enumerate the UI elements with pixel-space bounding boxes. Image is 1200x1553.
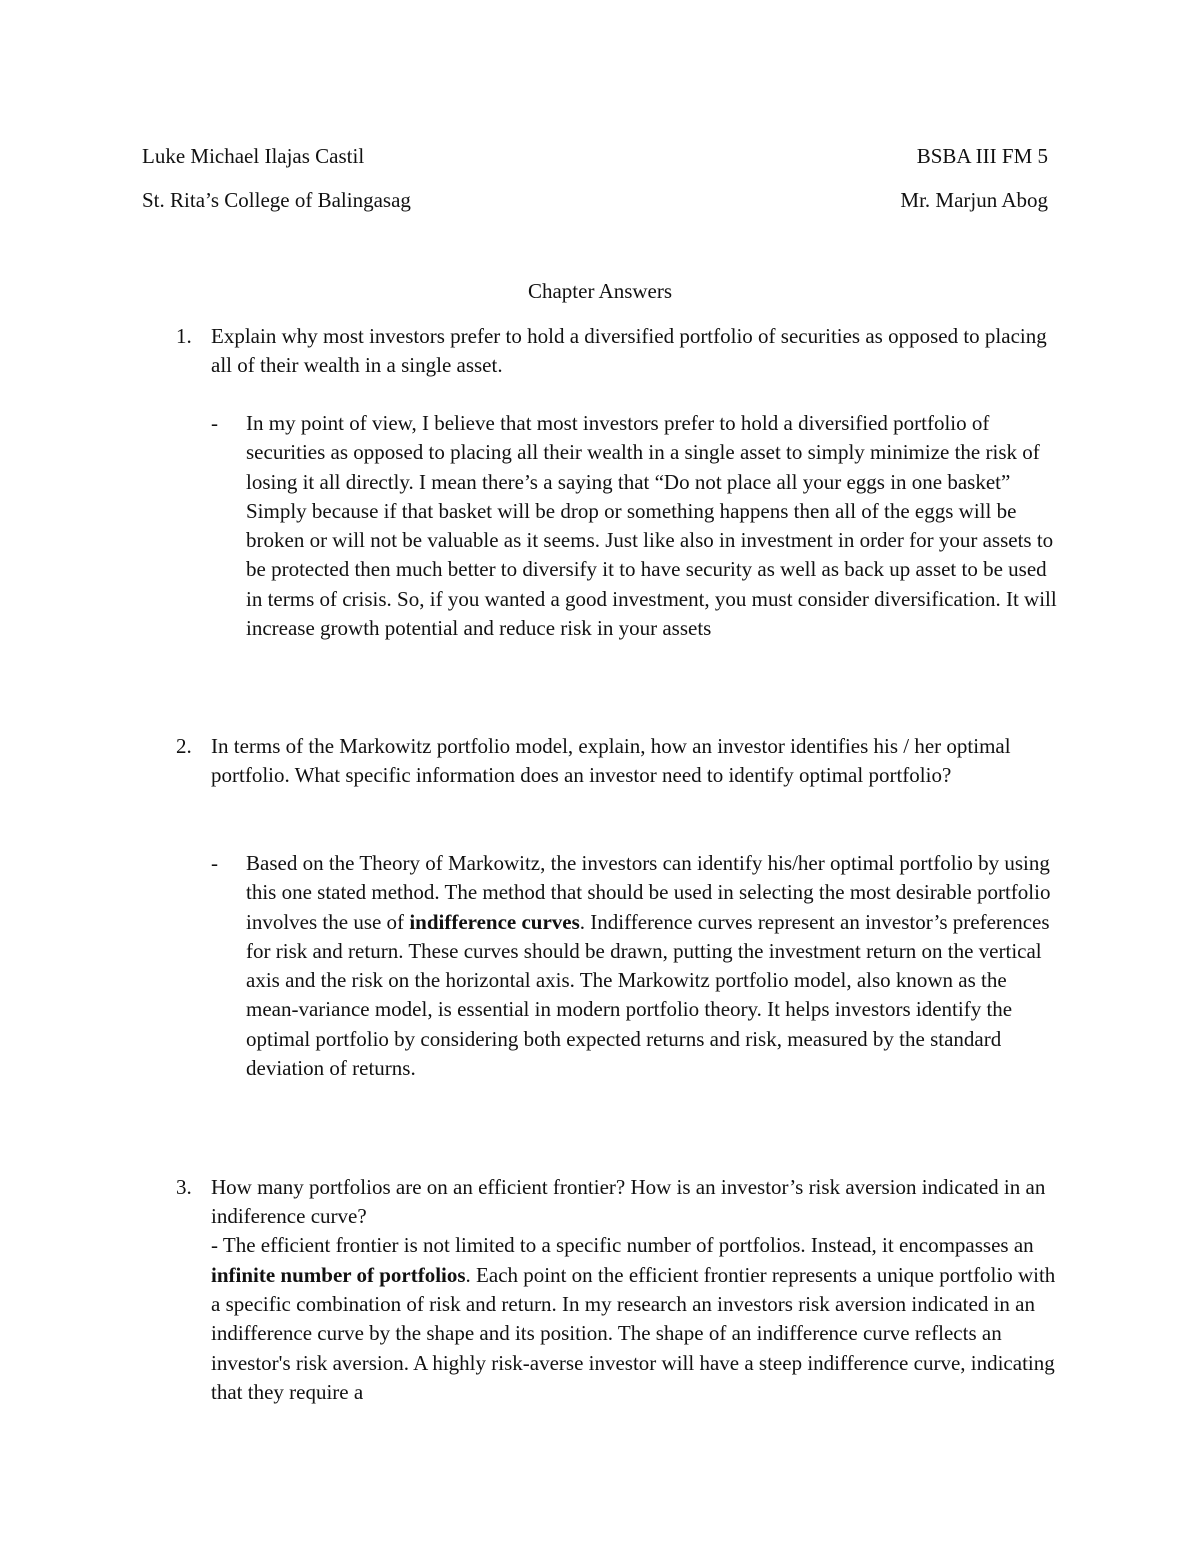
question-number: 3. bbox=[176, 1175, 192, 1199]
answer-emphasis: indifference curves bbox=[409, 909, 580, 934]
header-row-2 bbox=[142, 186, 1048, 214]
answer-text-part-1: Based on the Theory of Markowitz, the investors can identify his/her optimal portfolio by using this one stated method. The method that should be used in selecting the most desirable portfolio involves the use of bbox=[246, 851, 1051, 934]
question-text: Explain why most investors prefer to hold a diversified portfolio of securities as opposed to placing all of their wealth in a single asset. bbox=[211, 324, 1047, 378]
answer-text bbox=[246, 849, 1059, 1083]
question-text: How many portfolios are on an efficient frontier? How is an investor’s risk aversion indicated in an indiference curve? bbox=[211, 1175, 1046, 1229]
answer-2 bbox=[211, 849, 1059, 1083]
question-body bbox=[211, 1173, 1056, 1407]
answer-3 bbox=[211, 1231, 1056, 1407]
question-2 bbox=[176, 732, 1056, 790]
question-number: 2. bbox=[176, 734, 192, 758]
answer-text-part-1: - The efficient frontier is not limited to a specific number of portfolios. Instead, it encompasses an bbox=[211, 1233, 1034, 1258]
instructor-name: Mr. Marjun Abog bbox=[900, 188, 1048, 212]
page-title: Chapter Answers bbox=[527, 279, 673, 303]
answer-bullet: - bbox=[211, 851, 218, 875]
school-name: St. Rita’s College of Balingasag bbox=[142, 188, 411, 212]
question-number: 1. bbox=[176, 324, 192, 348]
answer-text-part-2: . Indifference curves represent an investor’s preferences for risk and return. These curves should be drawn, putting the investment return on the vertical axis and the risk on the horizontal axis. The Markowitz portfolio model, also known as the mean-variance model, is essential in modern portfolio theory. It helps investors identify the optimal portfolio by considering both expected returns and risk, measured by the standard deviation of returns. bbox=[246, 909, 1050, 1081]
student-name: Luke Michael Ilajas Castil bbox=[142, 144, 365, 168]
question-1 bbox=[176, 322, 1056, 380]
question-text: In terms of the Markowitz portfolio model, explain, how an investor identifies his / her optimal portfolio. What specific information does an investor need to identify optimal portfolio? bbox=[211, 734, 1011, 788]
answer-1 bbox=[211, 409, 1059, 643]
header-row-1 bbox=[142, 142, 1048, 170]
answer-emphasis: infinite number of portfolios bbox=[211, 1262, 466, 1287]
answer-bullet: - bbox=[211, 411, 218, 435]
answer-text: In my point of view, I believe that most investors prefer to hold a diversified portfolio of securities as opposed to placing all their wealth in a single asset to simply minimize the risk of losing it all directly. I mean there’s a saying that “Do not place all your eggs in one basket” Simply because if that basket will be drop or something happens then all of the eggs will be broken or will not be valuable as it seems. Just like also in investment in order for your assets to be protected then much better to diversify it to have security as well as back up asset to be used in terms of crisis. So, if you wanted a good investment, you must consider diversification. It will increase growth potential and reduce risk in your assets bbox=[246, 411, 1057, 641]
question-3 bbox=[176, 1173, 1056, 1407]
answer-text-part-2: . Each point on the efficient frontier represents a unique portfolio with a specific combination of risk and return. In my research an investors risk aversion indicated in an indifference curve by the shape and its position. The shape of an indifference curve reflects an investor's risk aversion. A highly risk-averse investor will have a steep indifference curve, indicating that they require a bbox=[211, 1262, 1056, 1404]
course-section: BSBA III FM 5 bbox=[916, 144, 1048, 168]
